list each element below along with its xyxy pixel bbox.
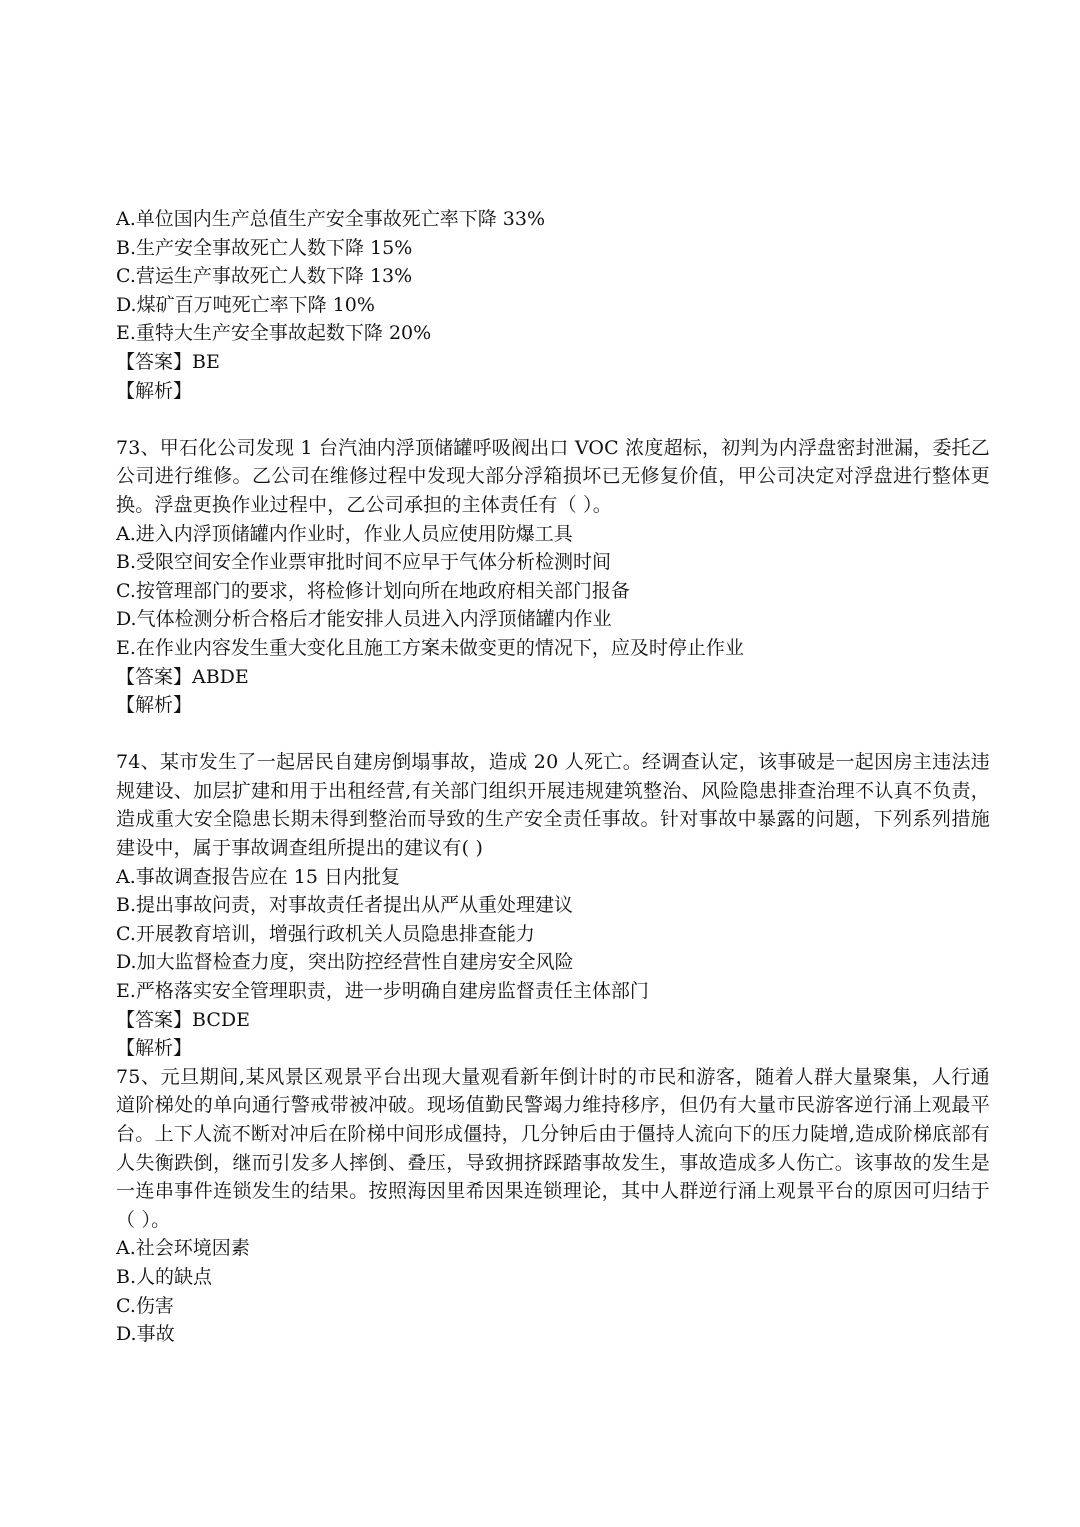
q75-option-a: A.社会环境因素 — [116, 1237, 250, 1260]
question-75-block — [116, 1063, 990, 1349]
q73-option-d: D.气体检测分析合格后才能安排人员进入内浮顶储罐内作业 — [116, 608, 612, 631]
question-72-block — [116, 205, 990, 405]
spacer — [116, 405, 990, 434]
q72-option-a: A.单位国内生产总值生产安全事故死亡率下降 33% — [116, 208, 546, 230]
q74-answer: 【答案】BCDE — [116, 1008, 250, 1031]
q75-option-d: D.事故 — [116, 1323, 175, 1346]
question-73-block — [116, 434, 990, 720]
q72-option-e: E.重特大生产安全事故起数下降 20% — [116, 322, 432, 345]
q74-option-d: D.加大监督检查力度，突出防控经营性自建房安全风险 — [116, 951, 574, 974]
q74-option-a: A.事故调查报告应在 15 日内批复 — [116, 865, 401, 888]
q73-stem: 73、甲石化公司发现 1 台汽油内浮顶储罐呼吸阀出口 VOC 浓度超标，初判为内浮盘密封泄漏，委托乙公司进行维修。乙公司在维修过程中发现大部分浮箱损坏已无修复价值，甲公司决定对浮盘进行整体更换。浮盘更换作业过程中，乙公司承担的主体责任有（ ）。 — [116, 436, 990, 516]
q72-analysis: 【解析】 — [116, 379, 193, 402]
q72-option-c: C.营运生产事故死亡人数下降 13% — [116, 265, 413, 288]
q72-answer: 【答案】BE — [116, 350, 220, 373]
q73-answer: 【答案】ABDE — [116, 665, 249, 688]
q74-option-e: E.严格落实安全管理职责，进一步明确自建房监督责任主体部门 — [116, 980, 649, 1003]
q74-analysis: 【解析】 — [116, 1037, 193, 1060]
q75-stem: 75、元旦期间,某风景区观景平台出现大量观看新年倒计时的市民和游客，随着人群大量聚集，人行通道阶梯处的单向通行警戒带被冲破。现场值勤民警竭力维持移序，但仍有大量市民游客逆行涌上观最平台。上下人流不断对冲后在阶梯中间形成僵持，几分钟后由于僵持人流向下的压力陡增,造成阶梯底部有人失衡跌倒，继而引发多人摔倒、叠压，导致拥挤踩踏事故发生，事故造成多人伤亡。该事故的发生是一连串事件连锁发生的结果。按照海因里希因果连锁理论，其中人群逆行涌上观景平台的原因可归结于（ ）。 — [116, 1065, 990, 1231]
q72-option-b: B.生产安全事故死亡人数下降 15% — [116, 236, 413, 259]
q73-analysis: 【解析】 — [116, 694, 193, 717]
q75-option-c: C.伤害 — [116, 1294, 174, 1317]
q74-stem: 74、某市发生了一起居民自建房倒塌事故，造成 20 人死亡。经调查认定，该事破是一起因房主违法违规建设、加层扩建和用于出租经营,有关部门组织开展违规建筑整治、风险隐患排查治理不认真不负责，造成重大安全隐患长期未得到整治而导致的生产安全责任事故。针对事故中暴露的问题，下列系列措施建设中，属于事故调查组所提出的建议有( ) — [116, 751, 990, 860]
q73-option-b: B.受限空间安全作业票审批时间不应早于气体分析检测时间 — [116, 551, 612, 574]
q74-option-b: B.提出事故问责，对事故责任者提出从严从重处理建议 — [116, 894, 574, 917]
q72-option-d: D.煤矿百万吨死亡率下降 10% — [116, 293, 375, 316]
q73-option-e: E.在作业内容发生重大变化且施工方案未做变更的情况下，应及时停止作业 — [116, 636, 744, 659]
question-74-block — [116, 748, 990, 1063]
q73-option-c: C.按管理部门的要求，将检修计划向所在地政府相关部门报备 — [116, 579, 630, 602]
q74-option-c: C.开展教育培训，增强行政机关人员隐患排查能力 — [116, 922, 535, 945]
spacer — [116, 720, 990, 749]
q73-option-a: A.进入内浮顶储罐内作业时，作业人员应使用防爆工具 — [116, 522, 573, 545]
q75-option-b: B.人的缺点 — [116, 1265, 213, 1288]
